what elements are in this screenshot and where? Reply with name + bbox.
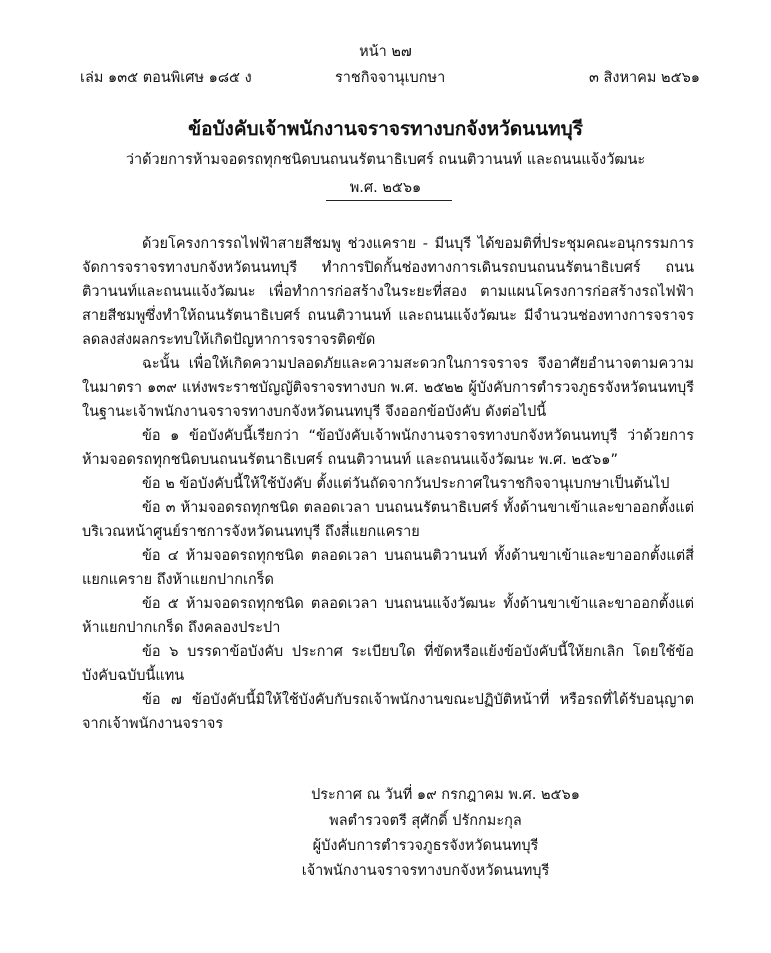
publication-date: ๓ สิงหาคม ๒๕๖๑ [589,70,700,86]
document-year: พ.ศ. ๒๕๖๑ [349,180,422,196]
clause-3: ข้อ ๓ ห้ามจอดรถทุกชนิด ตลอดเวลา บนถนนรัตนาธิเบศร์ ทั้งด้านขาเข้าและขาออกตั้งแต่บริเวณหน้าศูนย์ราชการจังหวัดนนทบุรี ถึงสี่แยกแคราย [82,500,694,540]
signatory-role: ผู้บังคับการตำรวจภูธรจังหวัดนนทบุรี [312,838,539,854]
clause-4: ข้อ ๔ ห้ามจอดรถทุกชนิด ตลอดเวลา บนถนนติวานนท์ ทั้งด้านขาเข้าและขาออกตั้งแต่สี่แยกแคราย ถึงห้าแยกปากเกร็ด [82,548,694,588]
document-body [82,232,694,736]
signatory-role-secondary: เจ้าพนักงานจราจรทางบกจังหวัดนนทบุรี [301,863,550,879]
document-title: ข้อบังคับเจ้าพนักงานจราจรทางบกจังหวัดนนทบุรี [188,118,583,140]
document-subtitle: ว่าด้วยการห้ามจอดรถทุกชนิดบนถนนรัตนาธิเบศร์ ถนนติวานนท์ และถนนแจ้งวัฒนะ [125,152,646,168]
signatory-name: พลตำรวจตรี สุศักดิ์ ปรักกมะกุล [329,813,522,829]
page-number: หน้า ๒๗ [359,44,412,60]
clause-6: ข้อ ๖ บรรดาข้อบังคับ ประกาศ ระเบียบใด ที่ขัดหรือแย้งข้อบังคับนี้ให้ยกเลิก โดยใช้ข้อบังคับฉบับนี้แทน [82,644,694,684]
paragraph-authority: ฉะนั้น เพื่อให้เกิดความปลอดภัยและความสะดวกในการจราจร จึงอาศัยอำนาจตามความในมาตรา ๑๓๙ แห่งพระราชบัญญัติจราจรทางบก พ.ศ. ๒๕๒๒ ผู้บังคับการตำรวจภูธรจังหวัดนนทบุรีในฐานะเจ้าพนักงานจราจรทางบกจังหวัดนนทบุรี จึงออกข้อบังคับ ดังต่อไปนี้ [82,356,694,420]
clause-7: ข้อ ๗ ข้อบังคับนี้มิให้ใช้บังคับกับรถเจ้าพนักงานขณะปฏิบัติหน้าที่ หรือรถที่ได้รับอนุญาตจากเจ้าพนักงานจราจร [82,692,694,732]
announcement-date: ประกาศ ณ วันที่ ๑๙ กรกฎาคม พ.ศ. ๒๕๖๑ [311,787,580,803]
clause-1: ข้อ ๑ ข้อบังคับนี้เรียกว่า “ข้อบังคับเจ้าพนักงานจราจรทางบกจังหวัดนนทบุรี ว่าด้วยการห้ามจอดรถทุกชนิดบนถนนรัตนาธิเบศร์ ถนนติวานนท์ และถนนแจ้งวัฒนะ พ.ศ. ๒๕๖๑” [82,428,694,468]
clause-2: ข้อ ๒ ข้อบังคับนี้ให้ใช้บังคับ ตั้งแต่วันถัดจากวันประกาศในราชกิจจานุเบกษาเป็นต้นไป [142,476,670,492]
gazette-header [80,66,700,88]
clause-5: ข้อ ๕ ห้ามจอดรถทุกชนิด ตลอดเวลา บนถนนแจ้งวัฒนะ ทั้งด้านขาเข้าและขาออกตั้งแต่ห้าแยกปากเกร็ด ถึงคลองประปา [82,596,694,636]
title-divider [326,200,452,201]
volume-info: เล่ม ๑๓๕ ตอนพิเศษ ๑๘๕ ง [80,70,252,86]
paragraph-preamble: ด้วยโครงการรถไฟฟ้าสายสีชมพู ช่วงแคราย - มีนบุรี ได้ขอมติที่ประชุมคณะอนุกรรมการจัดการจราจรทางบกจังหวัดนนทบุรี ทำการปิดกั้นช่องทางการเดินรถบนถนนรัตนาธิเบศร์ ถนนติวานนท์และถนนแจ้งวัฒนะ เพื่อทำการก่อสร้างในระยะที่สอง ตามแผนโครงการก่อสร้างรถไฟฟ้าสายสีชมพูซึ่งทำให้ถนนรัตนาธิเบศร์ ถนนติวานนท์ และถนนแจ้งวัฒนะ มีจำนวนช่องทางการจราจรลดลงส่งผลกระทบให้เกิดปัญหาการจราจรติดขัด [82,236,694,348]
gazette-name: ราชกิจจานุเบกษา [335,70,446,86]
